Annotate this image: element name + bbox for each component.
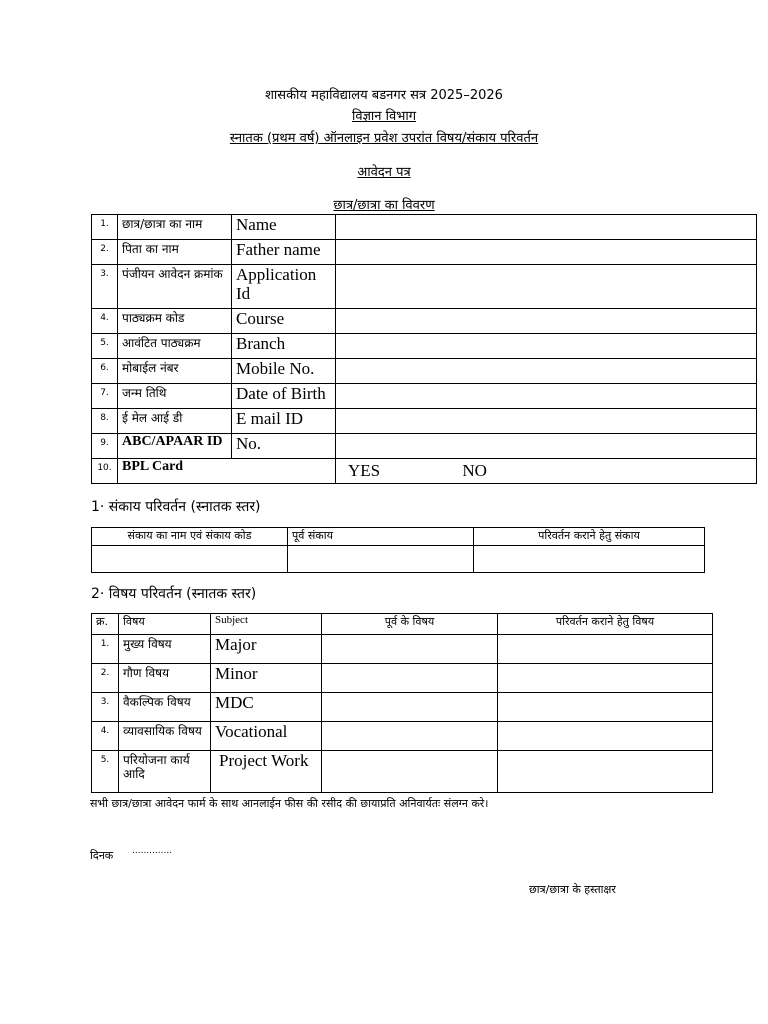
label-english: E mail ID xyxy=(232,409,336,434)
table-row xyxy=(92,309,757,334)
father-name-field[interactable] xyxy=(336,240,757,265)
table-row xyxy=(92,334,757,359)
col-header-serial: क्र. xyxy=(92,614,119,635)
abc-id-field[interactable] xyxy=(336,434,757,459)
student-signature-label: छात्र/छात्रा के हस्ताक्षर xyxy=(529,883,616,896)
application-title: आवेदन पत्र xyxy=(357,165,411,180)
label-english: Mobile No. xyxy=(232,359,336,384)
label-english: Course xyxy=(232,309,336,334)
table-row xyxy=(92,384,757,409)
table-row xyxy=(92,240,757,265)
label-english: No. xyxy=(232,434,336,459)
table-row xyxy=(92,215,757,240)
col-header-previous-faculty: पूर्व संकाय xyxy=(288,528,474,546)
table-row xyxy=(92,409,757,434)
col-header-new-subject: परिवर्तन कराने हेतु विषय xyxy=(498,614,713,635)
new-faculty-field[interactable] xyxy=(474,546,705,573)
col-header-subject-hindi: विषय xyxy=(119,614,211,635)
row-number: 10. xyxy=(92,459,118,484)
faculty-name-field[interactable] xyxy=(92,546,288,573)
row-number: 3. xyxy=(92,265,118,309)
dob-field[interactable] xyxy=(336,384,757,409)
row-number: 5. xyxy=(92,334,118,359)
label-hindi: मोबाईल नंबर xyxy=(118,359,232,384)
student-details-title: छात्र/छात्रा का विवरण xyxy=(333,198,435,213)
instruction-note: सभी छात्र/छात्रा आवेदन फार्म के साथ आनलाईन फीस की रसीद की छायाप्रति अनिवार्यतः संलग्न करे। xyxy=(90,797,489,810)
new-subject-field[interactable] xyxy=(498,751,713,793)
bpl-yes-option[interactable]: YES xyxy=(348,461,381,480)
label-bpl-card: BPL Card xyxy=(118,459,336,484)
new-subject-field[interactable] xyxy=(498,635,713,664)
previous-subject-field[interactable] xyxy=(322,693,498,722)
previous-subject-field[interactable] xyxy=(322,664,498,693)
branch-field[interactable] xyxy=(336,334,757,359)
row-number: 6. xyxy=(92,359,118,384)
label-hindi: आवंटित पाठ्यक्रम xyxy=(118,334,232,359)
label-english: Father name xyxy=(232,240,336,265)
row-number: 4. xyxy=(92,309,118,334)
mobile-field[interactable] xyxy=(336,359,757,384)
table-row xyxy=(92,359,757,384)
row-number: 9. xyxy=(92,434,118,459)
row-number: 7. xyxy=(92,384,118,409)
subject-english: Minor xyxy=(211,664,322,693)
new-subject-field[interactable] xyxy=(498,693,713,722)
col-header-faculty-name: संकाय का नाम एवं संकाय कोड xyxy=(92,528,288,546)
col-header-new-faculty: परिवर्तन कराने हेतु संकाय xyxy=(474,528,705,546)
table-row xyxy=(92,635,713,664)
row-number: 4. xyxy=(92,722,119,751)
course-field[interactable] xyxy=(336,309,757,334)
table-row xyxy=(92,693,713,722)
subject-english: MDC xyxy=(211,693,322,722)
label-english: Application Id xyxy=(232,265,336,309)
subject-hindi: वैकल्पिक विषय xyxy=(119,693,211,722)
row-number: 2. xyxy=(92,240,118,265)
table-row xyxy=(92,459,757,484)
subject-english: Major xyxy=(211,635,322,664)
subject-hindi: व्यावसायिक विषय xyxy=(119,722,211,751)
row-number: 2. xyxy=(92,664,119,693)
table-row xyxy=(92,265,757,309)
subject-hindi: गौण विषय xyxy=(119,664,211,693)
row-number: 8. xyxy=(92,409,118,434)
label-english: Name xyxy=(232,215,336,240)
subject-change-table xyxy=(91,613,713,793)
previous-subject-field[interactable] xyxy=(322,751,498,793)
col-header-subject: Subject xyxy=(211,614,322,635)
label-abc-id: ABC/APAAR ID xyxy=(118,434,232,459)
label-hindi: पाठ्यक्रम कोड xyxy=(118,309,232,334)
label-hindi: पंजीयन आवेदन क्रमांक xyxy=(118,265,232,309)
subject-english: Project Work xyxy=(211,751,322,793)
student-details-table xyxy=(91,214,757,484)
new-subject-field[interactable] xyxy=(498,664,713,693)
label-hindi: जन्म तिथि xyxy=(118,384,232,409)
subject-hindi: परियोजना कार्य आदि xyxy=(119,751,211,793)
row-number: 3. xyxy=(92,693,119,722)
table-row xyxy=(92,722,713,751)
college-title: शासकीय महाविद्यालय बडनगर सत्र 2025–2026 xyxy=(265,88,503,103)
subject-hindi: मुख्य विषय xyxy=(119,635,211,664)
row-number: 5. xyxy=(92,751,119,793)
date-label: दिनक xyxy=(90,849,114,862)
form-subject: स्नातक (प्रथम वर्ष) ऑनलाइन प्रवेश उपरांत विषय/संकाय परिवर्तन xyxy=(229,131,539,146)
col-header-previous-subject: पूर्व के विषय xyxy=(322,614,498,635)
new-subject-field[interactable] xyxy=(498,722,713,751)
table-row xyxy=(92,664,713,693)
label-hindi: पिता का नाम xyxy=(118,240,232,265)
table-row xyxy=(92,434,757,459)
application-id-field[interactable] xyxy=(336,265,757,309)
department-title: विज्ञान विभाग xyxy=(351,109,417,124)
label-hindi: छात्र/छात्रा का नाम xyxy=(118,215,232,240)
row-number: 1. xyxy=(92,635,119,664)
previous-subject-field[interactable] xyxy=(322,635,498,664)
table-row xyxy=(92,751,713,793)
date-field[interactable]: .............. xyxy=(132,846,173,856)
row-number: 1. xyxy=(92,215,118,240)
subject-change-title: 2· विषय परिवर्तन (स्नातक स्तर) xyxy=(91,586,257,602)
faculty-change-table xyxy=(91,527,705,573)
label-english: Date of Birth xyxy=(232,384,336,409)
faculty-change-title: 1· संकाय परिवर्तन (स्नातक स्तर) xyxy=(91,499,261,515)
bpl-options xyxy=(336,459,757,484)
bpl-no-option[interactable]: NO xyxy=(462,461,487,480)
previous-faculty-field[interactable] xyxy=(288,546,474,573)
label-hindi: ई मेल आई डी xyxy=(118,409,232,434)
previous-subject-field[interactable] xyxy=(322,722,498,751)
subject-english: Vocational xyxy=(211,722,322,751)
email-field[interactable] xyxy=(336,409,757,434)
name-field[interactable] xyxy=(336,215,757,240)
label-english: Branch xyxy=(232,334,336,359)
